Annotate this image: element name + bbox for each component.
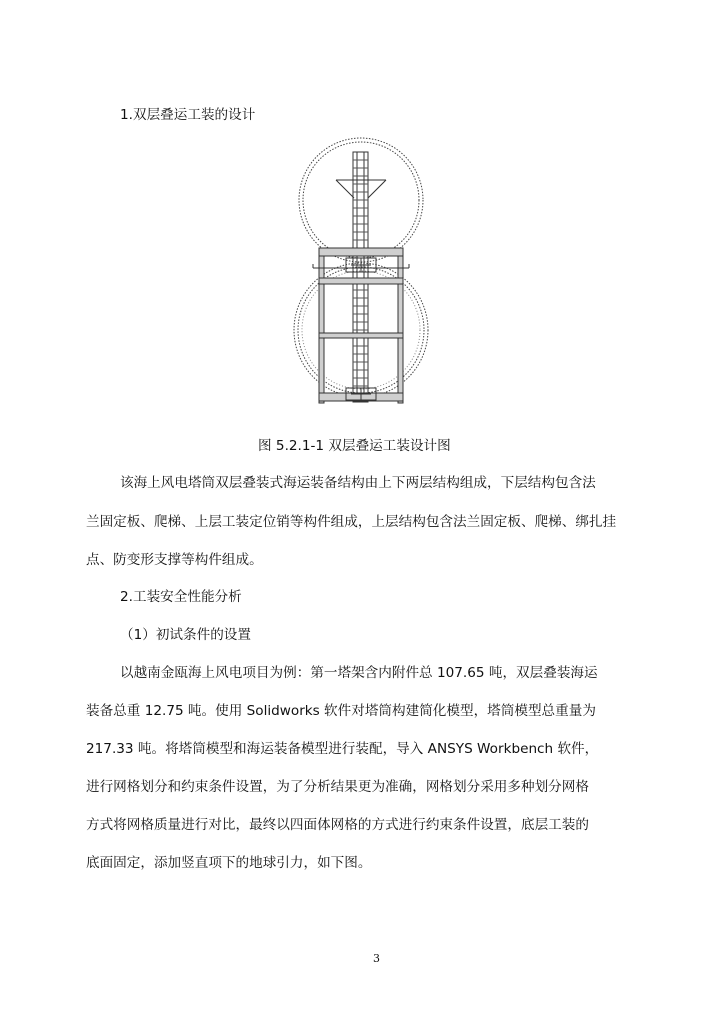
paragraph2-line-3: 217.33 吨。将塔筒模型和海运装备模型进行装配，导入 ANSYS Workbench 软件， [86,741,599,757]
paragraph2-line-5: 方式将网格质量进行对比，最终以四面体网格的方式进行约束条件设置，底层工装的 [86,817,589,833]
paragraph2-line-6: 底面固定，添加竖直项下的地球引力，如下图。 [86,855,372,871]
page-number: 3 [373,952,380,965]
paragraph2-line-1: 以越南金瓯海上风电项目为例：第一塔架含内附件总 107.65 吨，双层叠装海运 [120,665,598,681]
paragraph1-line-3: 点、防变形支撑等构件组成。 [86,552,263,568]
paragraph2-line-2: 装备总重 12.75 吨。使用 Solidworks 软件对塔筒构建简化模型，塔筒模型总重量为 [86,703,596,719]
paragraph1-line-2: 兰固定板、爬梯、上层工装定位销等构件组成，上层结构包含法兰固定板、爬梯、绑扎挂 [86,514,617,530]
section-heading-2: 2.工装安全性能分析 [120,589,242,605]
section-heading-1: 1.双层叠运工装的设计 [120,107,256,123]
paragraph2-line-4: 进行网格划分和约束条件设置，为了分析结果更为准确，网格划分采用多种划分网格 [86,779,589,795]
figure-caption: 图 5.2.1-1 双层叠运工装设计图 [258,438,451,454]
subsection-heading: （1）初试条件的设置 [120,627,251,643]
paragraph1-line-1: 该海上风电塔筒双层叠装式海运装备结构由上下两层结构组成，下层结构包含法 [120,475,596,491]
design-drawing [291,130,451,410]
